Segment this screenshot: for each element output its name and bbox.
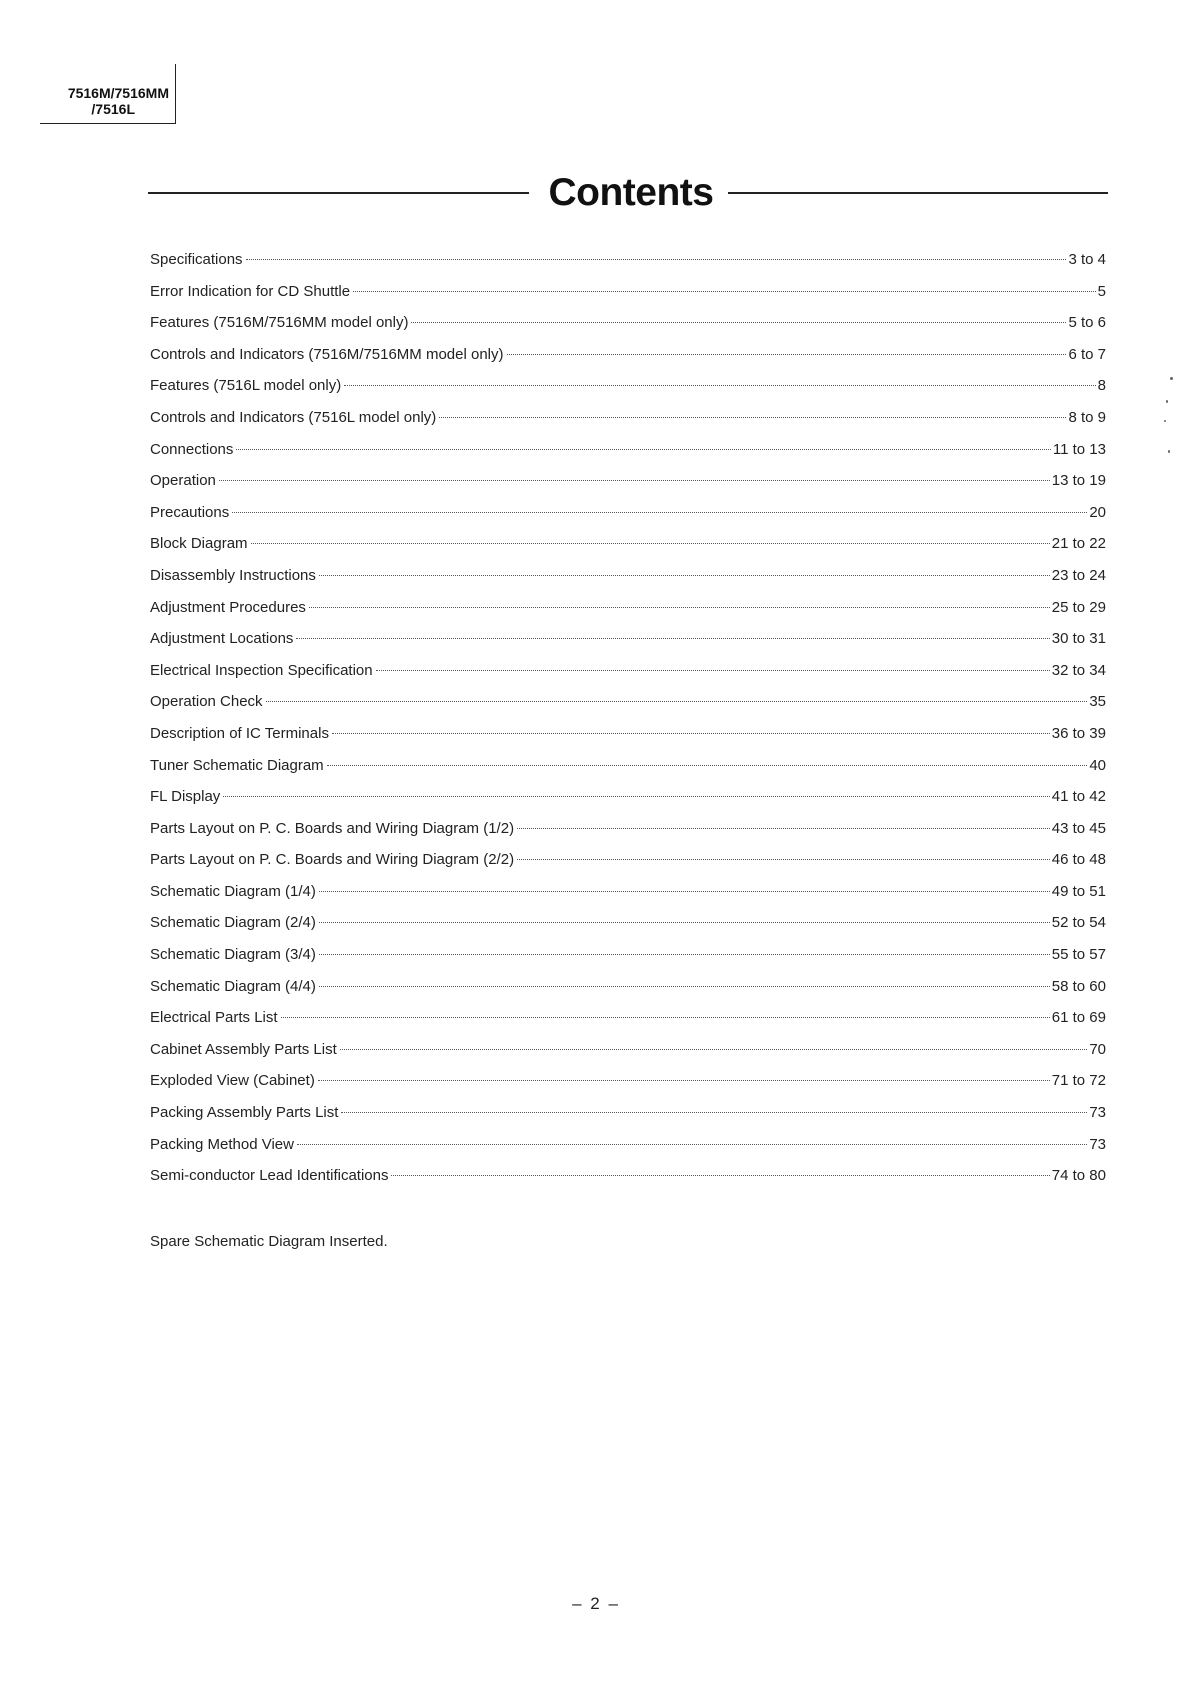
toc-entry [150, 376, 1106, 408]
toc-entry [150, 534, 1106, 566]
toc-entry-title: Features (7516M/7516MM model only) [150, 314, 409, 332]
toc-entry-pages: 23 to 24 [1051, 566, 1106, 584]
toc-dot-leader [391, 1175, 1049, 1176]
toc-entry-pages: 21 to 22 [1051, 535, 1106, 553]
toc-entry-pages: 25 to 29 [1051, 598, 1106, 616]
toc-entry-pages: 13 to 19 [1051, 472, 1106, 490]
toc-entry-pages: 49 to 51 [1051, 882, 1106, 900]
toc-entry-pages: 8 [1097, 377, 1106, 395]
toc-dot-leader [266, 701, 1088, 702]
toc-dot-leader [251, 543, 1050, 544]
toc-entry [150, 661, 1106, 693]
toc-entry-pages: 40 [1089, 756, 1106, 774]
toc-dot-leader [223, 796, 1049, 797]
toc-dot-leader [319, 986, 1050, 987]
toc-entry [150, 787, 1106, 819]
toc-entry-pages: 36 to 39 [1051, 724, 1106, 742]
scan-speck [1168, 450, 1170, 453]
toc-entry-title: Schematic Diagram (3/4) [150, 946, 316, 964]
toc-dot-leader [507, 354, 1067, 355]
toc-entry-title: Specifications [150, 251, 243, 268]
spare-diagram-note: Spare Schematic Diagram Inserted. [150, 1233, 388, 1250]
toc-dot-leader [319, 954, 1050, 955]
toc-entry [150, 313, 1106, 345]
page-title: Contents [548, 171, 714, 214]
toc-entry-title: Electrical Inspection Specification [150, 661, 373, 679]
toc-entry-title: Controls and Indicators (7516L model only) [150, 408, 437, 426]
toc-entry [150, 503, 1106, 535]
toc-entry [150, 819, 1106, 851]
toc-entry [150, 1166, 1106, 1198]
toc-entry-pages: 5 [1097, 282, 1106, 300]
toc-dot-leader [297, 1144, 1087, 1145]
toc-entry-pages: 41 to 42 [1051, 788, 1106, 806]
heading-rule-right [728, 192, 1109, 194]
model-number-box [40, 64, 176, 124]
toc-dot-leader [341, 1112, 1087, 1113]
toc-entry-title: Operation [150, 472, 216, 490]
toc-dot-leader [319, 575, 1050, 576]
toc-entry-title: Adjustment Procedures [150, 598, 306, 616]
toc-entry-title: Features (7516L model only) [150, 377, 342, 395]
toc-entry [150, 724, 1106, 756]
toc-entry [150, 282, 1106, 314]
toc-entry [150, 471, 1106, 503]
toc-entry [150, 1008, 1106, 1040]
heading-rule-left [148, 192, 529, 194]
toc-dot-leader [236, 449, 1051, 450]
toc-entry-title: Electrical Parts List [150, 1009, 278, 1027]
toc-entry [150, 913, 1106, 945]
toc-entry-title: Controls and Indicators (7516M/7516MM model only) [150, 345, 504, 363]
toc-dot-leader [319, 922, 1050, 923]
scan-speck [1166, 400, 1168, 403]
toc-entry-title: Disassembly Instructions [150, 566, 316, 584]
toc-entry-title: Block Diagram [150, 535, 248, 553]
toc-entry-pages: 30 to 31 [1051, 630, 1106, 648]
toc-entry-pages: 5 to 6 [1068, 314, 1106, 332]
scan-speck [1164, 420, 1166, 422]
toc-entry-pages: 70 [1089, 1040, 1106, 1058]
toc-entry-title: Operation Check [150, 693, 263, 711]
toc-entry-pages: 3 to 4 [1068, 251, 1106, 268]
toc-dot-leader [439, 417, 1066, 418]
page-number: – 2 – [572, 1594, 620, 1613]
toc-entry-pages: 11 to 13 [1052, 440, 1106, 458]
toc-entry-pages: 52 to 54 [1051, 914, 1106, 932]
toc-entry-pages: 46 to 48 [1051, 851, 1106, 869]
toc-entry-title: Tuner Schematic Diagram [150, 756, 324, 774]
toc-entry-title: Adjustment Locations [150, 630, 294, 648]
toc-entry-pages: 43 to 45 [1051, 819, 1106, 837]
toc-entry [150, 629, 1106, 661]
toc-entry-pages: 32 to 34 [1051, 661, 1106, 679]
toc-dot-leader [344, 385, 1095, 386]
toc-entry-pages: 73 [1089, 1135, 1106, 1153]
toc-entry-title: Parts Layout on P. C. Boards and Wiring Diagram (1/2) [150, 819, 515, 837]
toc-entry-title: Exploded View (Cabinet) [150, 1072, 315, 1090]
toc-entry [150, 345, 1106, 377]
toc-dot-leader [219, 480, 1050, 481]
toc-entry-pages: 20 [1089, 503, 1106, 521]
toc-entry-title: Schematic Diagram (4/4) [150, 977, 316, 995]
toc-entry-pages: 61 to 69 [1051, 1009, 1106, 1027]
toc-entry [150, 945, 1106, 977]
toc-entry-title: Connections [150, 440, 234, 458]
toc-entry-pages: 73 [1089, 1104, 1106, 1122]
toc-entry-pages: 8 to 9 [1068, 408, 1106, 426]
toc-entry-pages: 74 to 80 [1051, 1167, 1106, 1185]
toc-dot-leader [296, 638, 1049, 639]
toc-entry [150, 692, 1106, 724]
toc-dot-leader [327, 765, 1088, 766]
toc-entry-title: Packing Method View [150, 1135, 294, 1153]
toc-entry-title: Error Indication for CD Shuttle [150, 282, 351, 300]
toc-dot-leader [353, 291, 1096, 292]
toc-dot-leader [319, 891, 1050, 892]
table-of-contents [150, 250, 1106, 1198]
toc-entry-pages: 6 to 7 [1068, 345, 1106, 363]
toc-entry-title: Precautions [150, 503, 230, 521]
toc-entry-title: Cabinet Assembly Parts List [150, 1040, 337, 1058]
toc-dot-leader [340, 1049, 1088, 1050]
model-number-line-1: 7516M/7516MM [67, 85, 169, 101]
toc-entry [150, 882, 1106, 914]
toc-entry [150, 598, 1106, 630]
toc-entry [150, 977, 1106, 1009]
toc-dot-leader [517, 859, 1050, 860]
toc-entry-pages: 55 to 57 [1051, 946, 1106, 964]
toc-dot-leader [318, 1080, 1050, 1081]
toc-entry-title: Description of IC Terminals [150, 724, 329, 742]
toc-entry [150, 1135, 1106, 1167]
toc-entry-title: Parts Layout on P. C. Boards and Wiring Diagram (2/2) [150, 851, 515, 869]
toc-entry [150, 250, 1106, 282]
toc-dot-leader [246, 259, 1067, 260]
toc-entry [150, 440, 1106, 472]
toc-entry-title: Schematic Diagram (2/4) [150, 914, 316, 932]
scan-speck [1170, 377, 1173, 380]
toc-entry [150, 1040, 1106, 1072]
toc-dot-leader [411, 322, 1066, 323]
toc-entry-title: Packing Assembly Parts List [150, 1104, 339, 1122]
toc-entry-title: Schematic Diagram (1/4) [150, 882, 316, 900]
toc-entry-pages: 58 to 60 [1051, 977, 1106, 995]
toc-entry [150, 850, 1106, 882]
toc-entry-title: Semi-conductor Lead Identifications [150, 1167, 389, 1185]
toc-entry-pages: 71 to 72 [1051, 1072, 1106, 1090]
toc-dot-leader [517, 828, 1050, 829]
toc-dot-leader [232, 512, 1087, 513]
toc-entry-title: FL Display [150, 788, 221, 806]
toc-entry [150, 756, 1106, 788]
model-number-line-2: /7516L [91, 101, 135, 117]
toc-dot-leader [309, 607, 1050, 608]
toc-entry [150, 408, 1106, 440]
toc-dot-leader [376, 670, 1050, 671]
toc-entry [150, 1071, 1106, 1103]
toc-entry [150, 1103, 1106, 1135]
toc-dot-leader [281, 1017, 1050, 1018]
toc-dot-leader [332, 733, 1050, 734]
contents-heading [148, 168, 1108, 218]
toc-entry [150, 566, 1106, 598]
toc-entry-pages: 35 [1089, 693, 1106, 711]
